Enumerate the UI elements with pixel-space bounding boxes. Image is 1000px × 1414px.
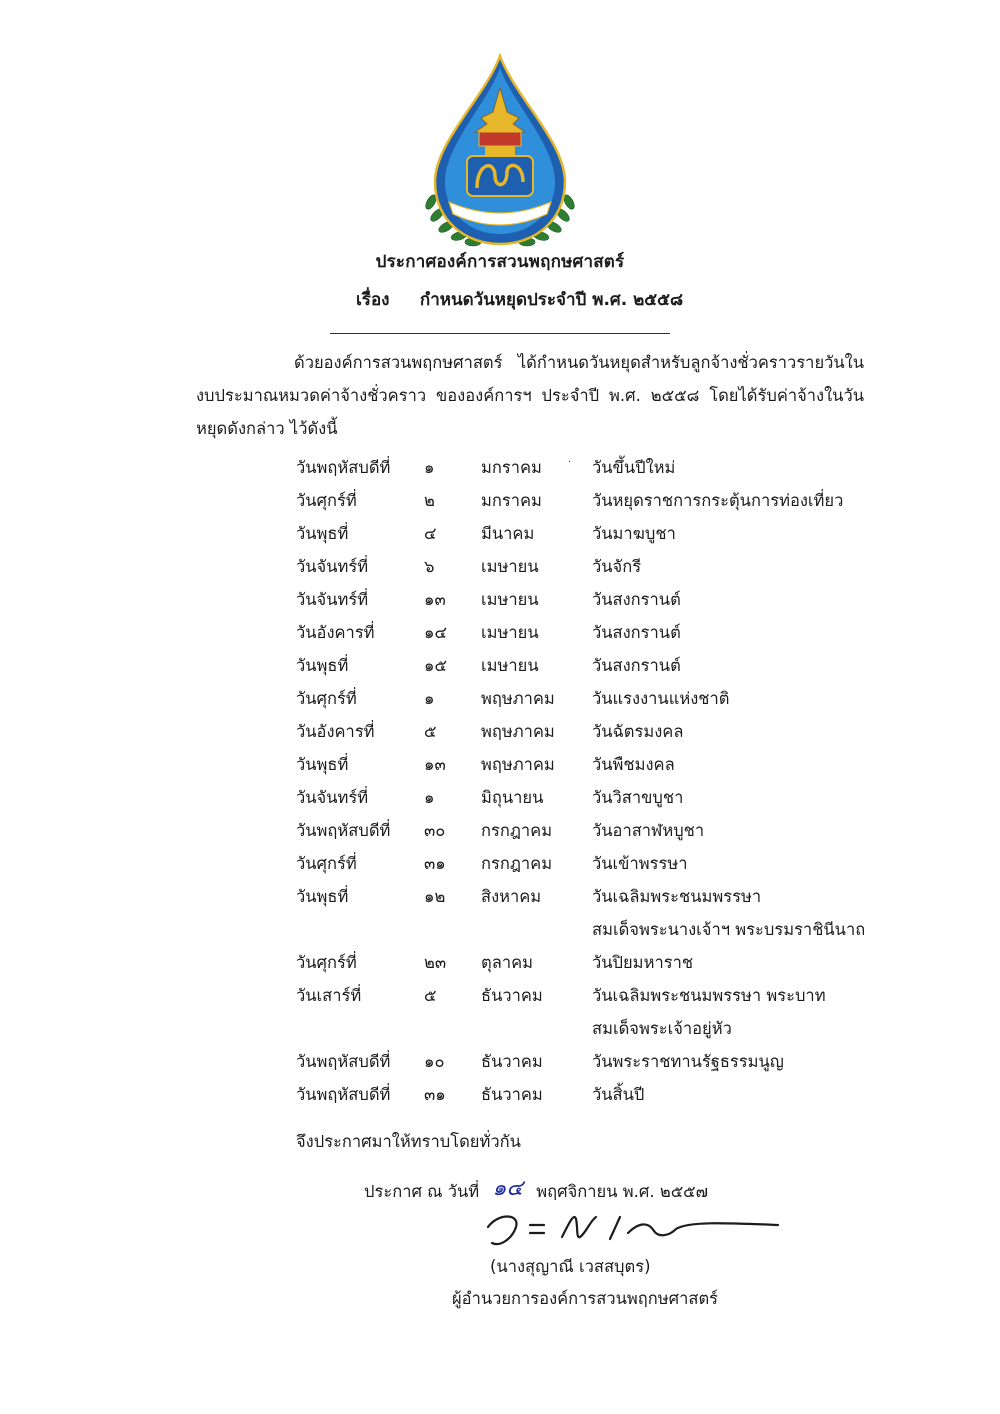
holiday-row-continuation xyxy=(296,917,936,950)
subject-line xyxy=(356,286,683,313)
holiday-row xyxy=(296,884,936,917)
holiday-month: มิถุนายน xyxy=(481,788,544,807)
holiday-name: วันมาฆบูชา xyxy=(592,524,676,543)
intro-paragraph: ด้วยองค์การสวนพฤกษศาสตร์ ได้กำหนดวันหยุดสำหรับลูกจ้างชั่วคราวรายวันในงบประมาณหมวดค่าจ้างชั่วคราว ขององค์การฯ ประจำปี พ.ศ. ๒๕๕๘ โดยได้รับค่าจ้างในวันหยุดดังกล่าว ไว้ดังนี้ xyxy=(196,353,864,438)
signer-name: (นางสุญาณี เวสสบุตร) xyxy=(490,1257,651,1276)
holiday-month: พฤษภาคม xyxy=(481,689,555,708)
holiday-row xyxy=(296,620,936,653)
title-divider xyxy=(330,333,670,334)
holiday-row xyxy=(296,587,936,620)
holiday-month: มกราคม xyxy=(481,458,542,477)
holiday-date: ๑๓ xyxy=(424,590,446,609)
closing-statement: จึงประกาศมาให้ทราบโดยทั่วกัน xyxy=(296,1132,521,1151)
holiday-weekday: วันอังคารที่ xyxy=(296,722,375,741)
holiday-date: ๕ xyxy=(424,986,437,1005)
holiday-name: วันอาสาฬหบูชา xyxy=(592,821,705,840)
holiday-name: วันแรงงานแห่งชาติ xyxy=(592,689,730,708)
holiday-date: ๒ xyxy=(424,491,435,510)
holiday-name: วันขึ้นปีใหม่ xyxy=(592,458,676,477)
announcement-prefix: ประกาศ ณ วันที่ xyxy=(364,1182,480,1201)
announcement-month-year: พฤศจิกายน พ.ศ. ๒๕๕๗ xyxy=(536,1182,709,1201)
holiday-name: วันสงกรานต์ xyxy=(592,656,681,675)
holiday-name: วันเฉลิมพระชนมพรรษา พระบาท xyxy=(592,986,826,1005)
holiday-weekday: วันพุธที่ xyxy=(296,656,349,675)
holiday-date: ๕ xyxy=(424,722,437,741)
holiday-row xyxy=(296,950,936,983)
holiday-month: สิงหาคม xyxy=(481,887,542,906)
holiday-month: กรกฎาคม xyxy=(481,821,553,840)
holiday-month: ตุลาคม xyxy=(481,953,534,972)
holiday-name: วันฉัตรมงคล xyxy=(592,722,684,741)
holiday-weekday: วันพฤหัสบดีที่ xyxy=(296,1085,391,1104)
announcement-date xyxy=(364,1172,708,1207)
holiday-weekday: วันพุธที่ xyxy=(296,755,349,774)
holiday-month: เมษายน xyxy=(481,656,539,675)
holiday-weekday: วันพฤหัสบดีที่ xyxy=(296,458,391,477)
holiday-row xyxy=(296,686,936,719)
holiday-date: ๑ xyxy=(424,458,435,477)
holiday-row xyxy=(296,818,936,851)
holiday-name: วันหยุดราชการกระตุ้นการท่องเที่ยว xyxy=(592,491,844,510)
holiday-date: ๑๒ xyxy=(424,887,446,906)
subject-label: เรื่อง xyxy=(356,290,390,310)
holiday-month: เมษายน xyxy=(481,557,539,576)
holiday-date: ๑๓ xyxy=(424,755,446,774)
holiday-name: วันปิยมหาราช xyxy=(592,953,694,972)
holiday-month: เมษายน xyxy=(481,590,539,609)
organization-emblem-icon xyxy=(415,52,585,252)
holiday-name-continued: สมเด็จพระเจ้าอยู่หัว xyxy=(592,1019,732,1038)
holiday-month: มกราคม xyxy=(481,491,542,510)
holiday-weekday: วันพุธที่ xyxy=(296,887,349,906)
holiday-weekday: วันเสาร์ที่ xyxy=(296,986,362,1005)
holiday-name: วันเข้าพรรษา xyxy=(592,854,688,873)
holiday-month: เมษายน xyxy=(481,623,539,642)
holiday-name: วันสิ้นปี xyxy=(592,1085,645,1104)
holiday-name: วันสงกรานต์ xyxy=(592,590,681,609)
subject-text: กำหนดวันหยุดประจำปี พ.ศ. ๒๕๕๘ xyxy=(419,290,684,310)
holiday-name: วันสงกรานต์ xyxy=(592,623,681,642)
holiday-name: วันวิสาขบูชา xyxy=(592,788,684,807)
holiday-row xyxy=(296,1049,936,1082)
holiday-month: พฤษภาคม xyxy=(481,755,555,774)
holiday-date: ๓๐ xyxy=(424,821,446,840)
holiday-date: ๓๑ xyxy=(424,854,446,873)
holiday-date: ๑ xyxy=(424,788,435,807)
holiday-list xyxy=(296,455,936,1115)
holiday-row xyxy=(296,521,936,554)
holiday-date: ๑๕ xyxy=(424,656,447,675)
holiday-weekday: วันศุกร์ที่ xyxy=(296,689,357,708)
announcement-day: ๑๔ xyxy=(492,1176,524,1201)
holiday-row-continuation xyxy=(296,1016,936,1049)
holiday-weekday: วันศุกร์ที่ xyxy=(296,491,357,510)
holiday-date: ๒๓ xyxy=(424,953,447,972)
holiday-month: ธันวาคม xyxy=(481,1052,543,1071)
holiday-weekday: วันจันทร์ที่ xyxy=(296,590,369,609)
holiday-weekday: วันจันทร์ที่ xyxy=(296,557,369,576)
holiday-name: วันจักรี xyxy=(592,557,642,576)
holiday-weekday: วันศุกร์ที่ xyxy=(296,953,357,972)
holiday-weekday: วันพฤหัสบดีที่ xyxy=(296,1052,391,1071)
holiday-month: พฤษภาคม xyxy=(481,722,555,741)
holiday-row xyxy=(296,488,936,521)
announcement-title: ประกาศองค์การสวนพฤกษศาสตร์ xyxy=(375,252,625,272)
holiday-row xyxy=(296,1082,936,1115)
handwritten-signature-icon xyxy=(478,1203,788,1253)
holiday-date: ๖ xyxy=(424,557,435,576)
holiday-weekday: วันศุกร์ที่ xyxy=(296,854,357,873)
holiday-row xyxy=(296,653,936,686)
holiday-name: วันพระราชทานรัฐธรรมนูญ xyxy=(592,1052,784,1071)
holiday-row xyxy=(296,785,936,818)
signer-position: ผู้อำนวยการองค์การสวนพฤกษศาสตร์ xyxy=(452,1289,719,1308)
holiday-month: กรกฎาคม xyxy=(481,854,553,873)
holiday-row xyxy=(296,752,936,785)
holiday-weekday: วันพุธที่ xyxy=(296,524,349,543)
holiday-date: ๑๐ xyxy=(424,1052,445,1071)
holiday-date: ๑ xyxy=(424,689,435,708)
holiday-row xyxy=(296,983,936,1016)
holiday-date: ๓๑ xyxy=(424,1085,446,1104)
holiday-row xyxy=(296,455,936,488)
holiday-name: วันพืชมงคล xyxy=(592,755,675,774)
stray-mark: · xyxy=(568,457,572,468)
holiday-weekday: วันอังคารที่ xyxy=(296,623,375,642)
holiday-weekday: วันจันทร์ที่ xyxy=(296,788,369,807)
holiday-row xyxy=(296,719,936,752)
holiday-weekday: วันพฤหัสบดีที่ xyxy=(296,821,391,840)
holiday-name: วันเฉลิมพระชนมพรรษา xyxy=(592,887,762,906)
holiday-date: ๔ xyxy=(424,524,437,543)
holiday-month: มีนาคม xyxy=(481,524,535,543)
holiday-month: ธันวาคม xyxy=(481,1085,543,1104)
holiday-month: ธันวาคม xyxy=(481,986,543,1005)
holiday-row xyxy=(296,851,936,884)
holiday-name-continued: สมเด็จพระนางเจ้าฯ พระบรมราชินีนาถ xyxy=(592,920,866,939)
holiday-date: ๑๔ xyxy=(424,623,447,642)
holiday-row xyxy=(296,554,936,587)
